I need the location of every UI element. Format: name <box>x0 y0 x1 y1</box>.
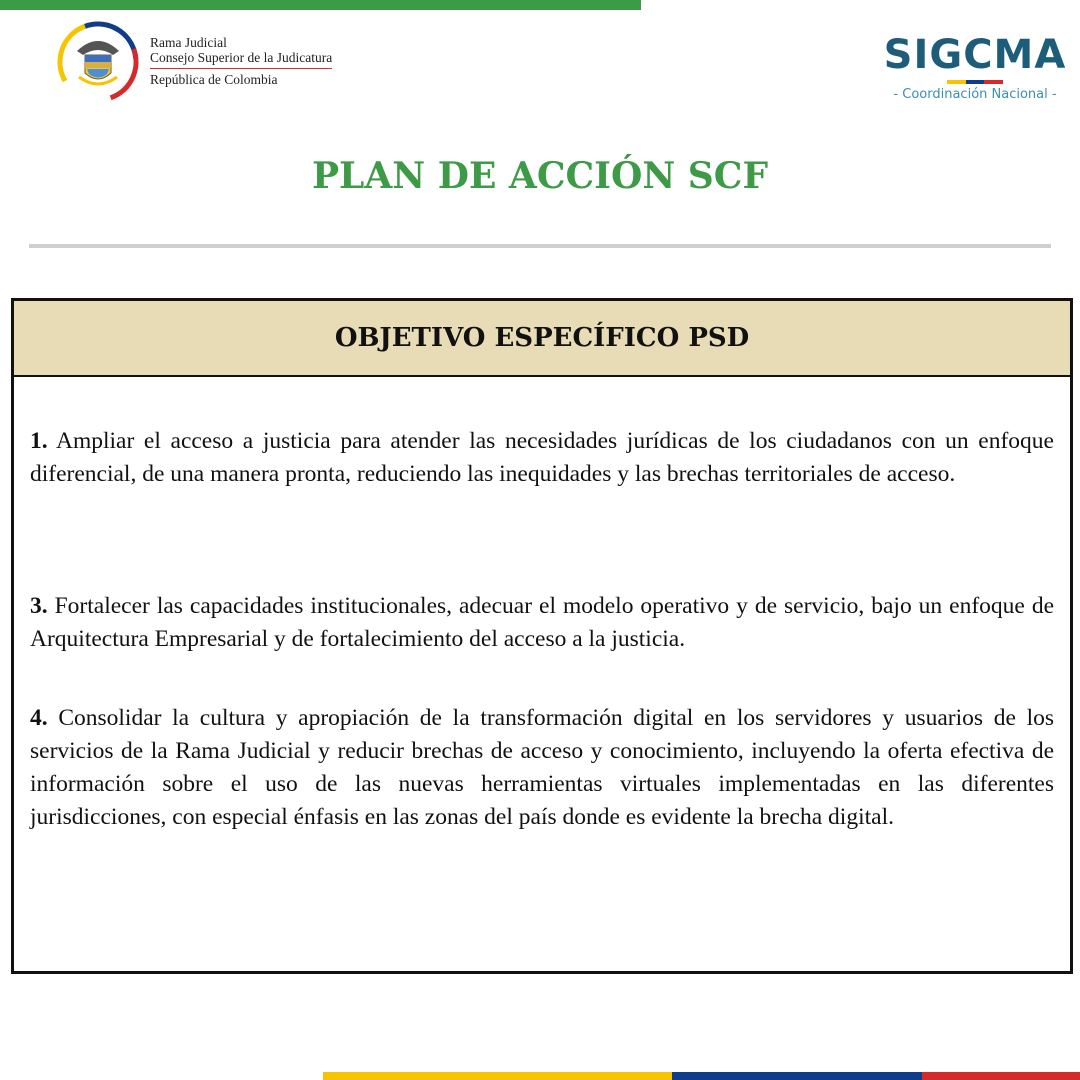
objective-text: Fortalecer las capacidades institucionales, adecuar el modelo operativo y de servicio, bajo un enfoque de Arquitectura Empresarial y de fortalecimiento del acceso a la justicia. <box>30 593 1054 652</box>
objective-item <box>30 590 1054 656</box>
objective-item <box>30 425 1054 491</box>
org-line-2: Consejo Superior de la Judicatura <box>150 50 332 69</box>
objective-text: Consolidar la cultura y apropiación de la transformación digital en los servidores y usuarios de los servicios de la Rama Judicial y reducir brechas de acceso y conocimiento, incluyendo la oferta efectiva de información sobre el uso de las nuevas herramientas virtuales implementadas en las diferentes jurisdicciones, con especial énfasis en las zonas del país donde es evidente la brecha digital. <box>30 705 1055 830</box>
objective-item <box>30 702 1054 834</box>
objective-text: Ampliar el acceso a justicia para atender las necesidades jurídicas de los ciudadanos con un enfoque diferencial, de una manera pronta, reduciendo las inequidades y las brechas territoriales de acceso. <box>30 428 1054 487</box>
logo-color-stripe <box>947 80 1003 84</box>
objective-number: 1. <box>30 428 48 454</box>
sigcma-logo-text: SIGCMA <box>883 32 1067 78</box>
organization-name <box>150 35 332 87</box>
page-title: PLAN DE ACCIÓN SCF <box>311 155 769 197</box>
sigcma-logo <box>880 32 1070 102</box>
bottom-flag-bar <box>323 1072 1080 1080</box>
sigcma-subtitle: - Coordinación Nacional - <box>893 87 1057 102</box>
org-line-3: República de Colombia <box>150 72 278 87</box>
title-divider <box>29 244 1051 248</box>
colombia-seal-icon <box>57 21 139 103</box>
org-line-1: Rama Judicial <box>150 35 227 50</box>
objectives-box <box>11 298 1073 974</box>
objective-number: 4. <box>30 705 48 731</box>
objectives-heading: OBJETIVO ESPECÍFICO PSD <box>334 323 750 353</box>
objectives-box-header <box>14 301 1070 377</box>
top-accent-bar <box>0 0 641 10</box>
objective-number: 3. <box>30 593 48 619</box>
